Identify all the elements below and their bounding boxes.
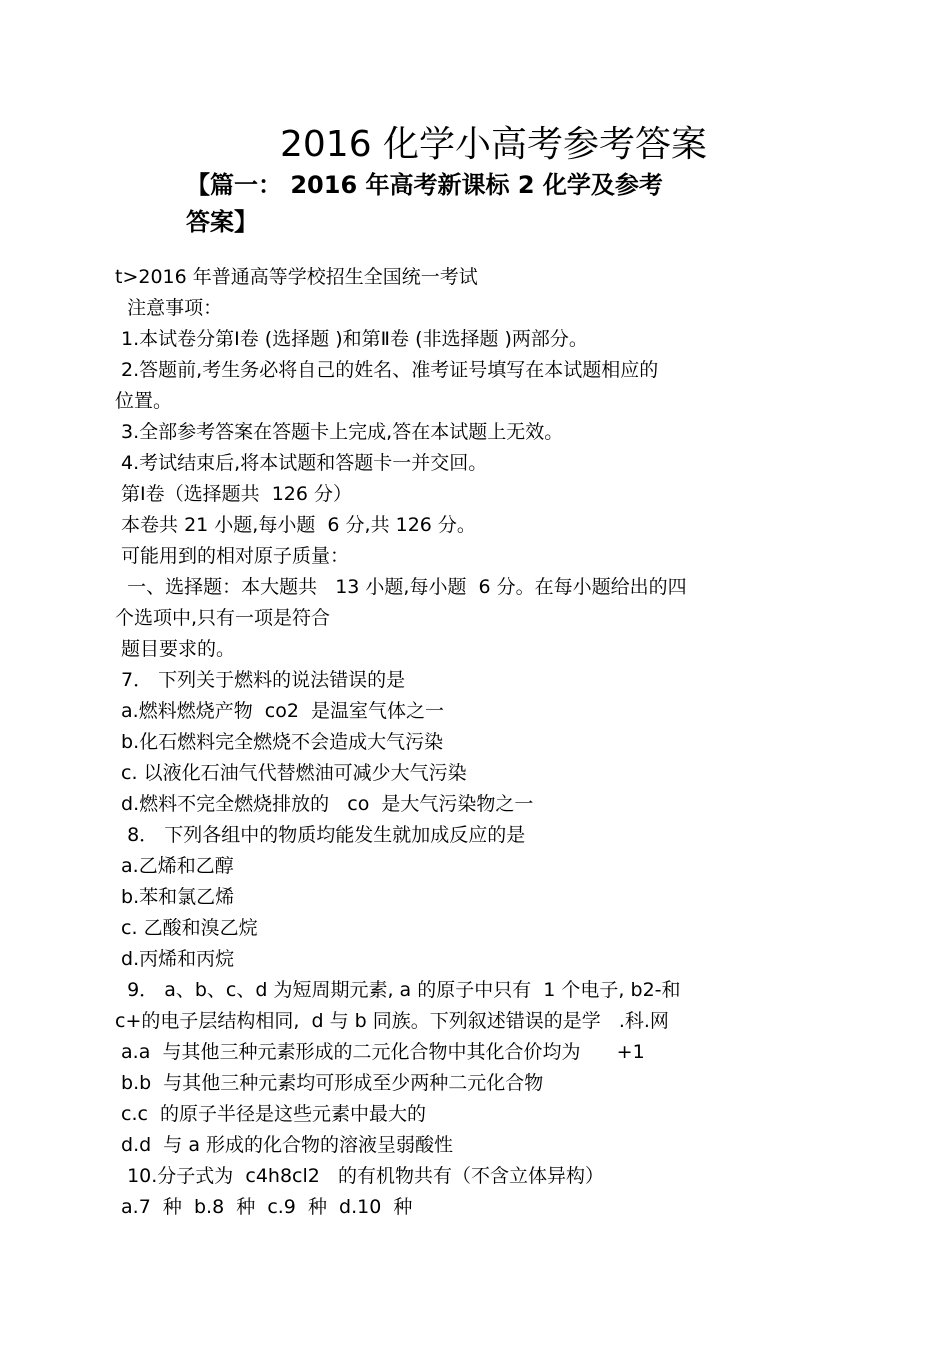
body-line: 3.全部参考答案在答题卡上完成,答在本试题上无效。: [115, 421, 564, 443]
option-line: c. 以液化石油气代替燃油可减少大气污染: [115, 762, 467, 784]
option-line: a.7 种 b.8 种 c.9 种 d.10 种: [115, 1196, 413, 1218]
option-line: a.燃料燃烧产物 co2 是温室气体之一: [115, 700, 445, 722]
option-line: b.苯和氯乙烯: [115, 886, 235, 908]
option-line: b.化石燃料完全燃烧不会造成大气污染: [115, 731, 444, 753]
option-line: c. 乙酸和溴乙烷: [115, 917, 258, 939]
option-line: d.丙烯和丙烷: [115, 948, 235, 970]
body-line: 题目要求的。: [115, 638, 236, 660]
option-line: b.b 与其他三种元素均可形成至少两种二元化合物: [115, 1072, 544, 1094]
section-heading-line-1: 【篇一： 2016 年高考新课标 2 化学及参考: [186, 171, 663, 199]
question-7: 7． 下列关于燃料的说法错误的是: [115, 669, 406, 691]
body-line: 4.考试结束后,将本试题和答题卡一并交回。: [115, 452, 488, 474]
option-line: c.c 的原子半径是这些元素中最大的: [115, 1103, 427, 1125]
body-line: 第Ⅰ卷（选择题共 126 分）: [115, 483, 353, 505]
option-line: a.a 与其他三种元素形成的二元化合物中其化合价均为 +1: [115, 1041, 645, 1063]
question-9: 9． a、b、c、d 为短周期元素, a 的原子中只有 1 个电子, b2-和: [115, 979, 681, 1001]
option-line: d.燃料不完全燃烧排放的 co 是大气污染物之一: [115, 793, 534, 815]
body-line: c+的电子层结构相同, d 与 b 同族。下列叙述错误的是学 .科.网: [115, 1010, 669, 1032]
body-line: 1.本试卷分第Ⅰ卷 (选择题 )和第Ⅱ卷 (非选择题 )两部分。: [115, 328, 588, 350]
option-line: d.d 与 a 形成的化合物的溶液呈弱酸性: [115, 1134, 454, 1156]
question-10: 10.分子式为 c4h8cl2 的有机物共有（不含立体异构）: [115, 1165, 604, 1187]
body-line: 个选项中,只有一项是符合: [115, 607, 331, 629]
body-line: 位置。: [115, 390, 173, 412]
body-line: 可能用到的相对原子质量：: [115, 545, 350, 567]
body-line: 一、选择题：本大题共 13 小题,每小题 6 分。在每小题给出的四: [115, 576, 687, 598]
document-body: [115, 262, 815, 1223]
question-8: 8． 下列各组中的物质均能发生就加成反应的是: [115, 824, 526, 846]
option-line: a.乙烯和乙醇: [115, 855, 234, 877]
section-heading-line-2: 答案】: [186, 208, 258, 236]
document-title: 2016 化学小高考参考答案: [280, 124, 708, 165]
body-line: 本卷共 21 小题,每小题 6 分,共 126 分。: [115, 514, 476, 536]
body-line: 注意事项：: [115, 297, 223, 319]
body-line: 2.答题前,考生务必将自己的姓名、准考证号填写在本试题相应的: [115, 359, 659, 381]
body-line: t>2016 年普通高等学校招生全国统一考试: [115, 266, 478, 288]
